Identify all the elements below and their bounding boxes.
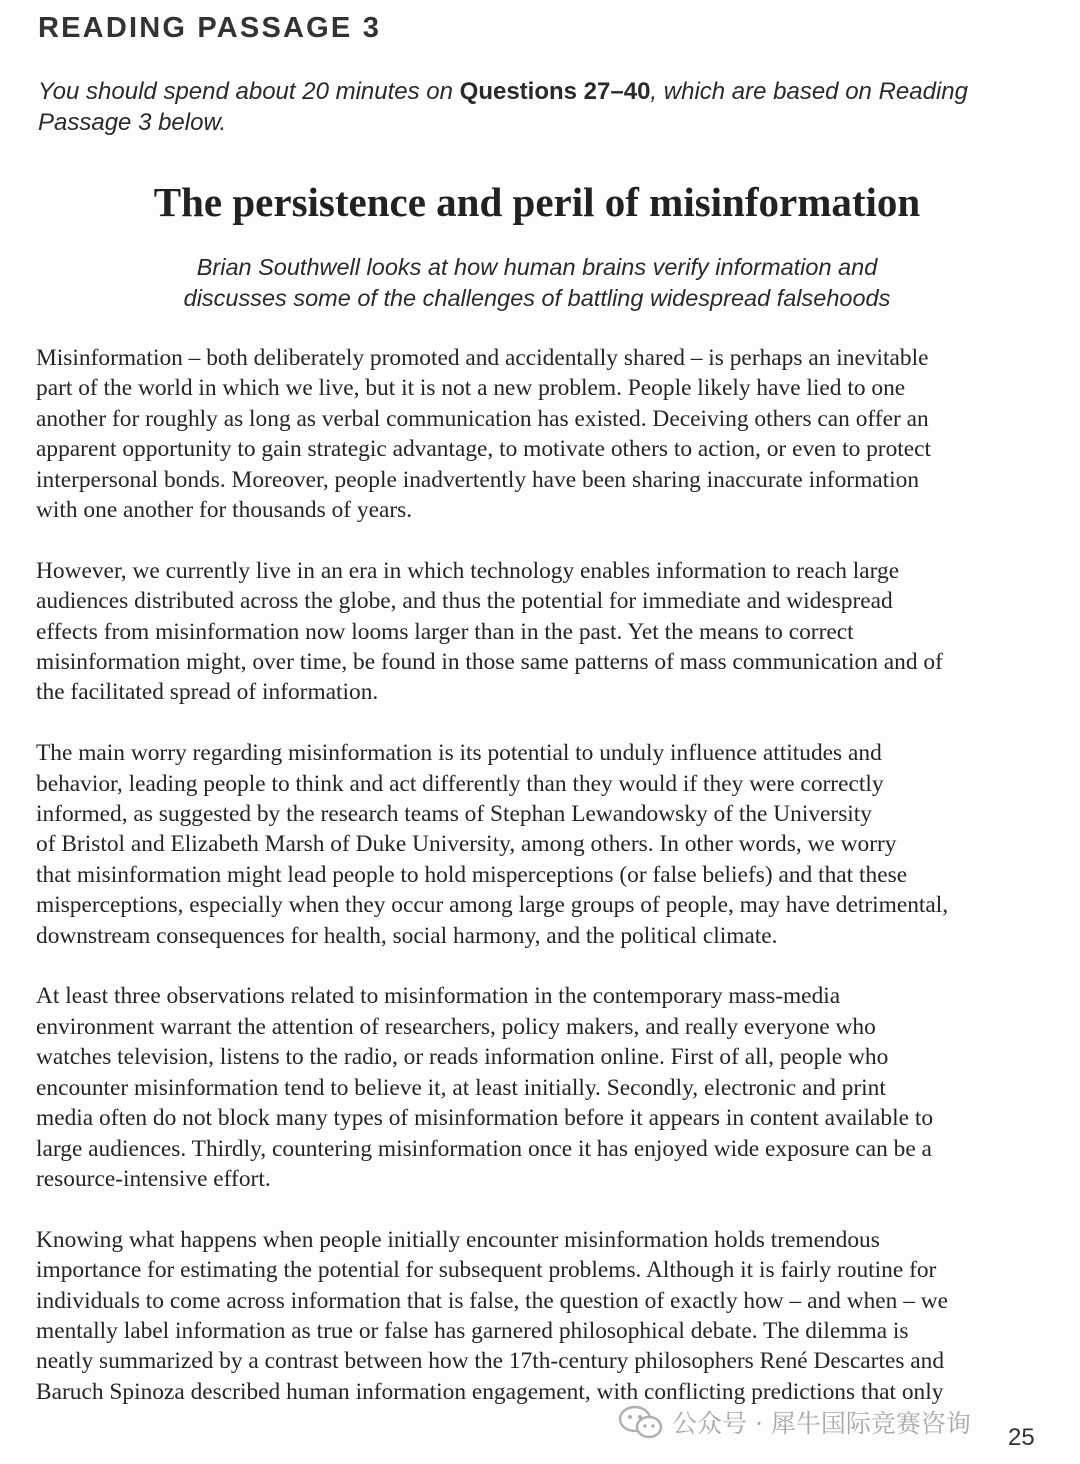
watermark-text: 公众号 · 犀牛国际竞赛咨询 (672, 1409, 971, 1438)
text-line: interpersonal bonds. Moreover, people inadvertently have been sharing inaccurate information (36, 466, 920, 493)
article-body (36, 343, 1046, 1438)
instructions-questions-range: Questions 27–40 (459, 78, 651, 105)
paragraph-1 (36, 343, 1046, 525)
paragraph-5 (36, 1225, 1046, 1407)
instructions-text-after: , which are based on Reading Passage 3 below. (38, 78, 968, 136)
instructions (38, 76, 1038, 138)
paragraph-4 (36, 981, 1046, 1194)
text-line: behavior, leading people to think and act differently than they would if they were correctly (36, 770, 884, 797)
text-line: Knowing what happens when people initially encounter misinformation holds tremendous (36, 1226, 880, 1253)
text-line: another for roughly as long as verbal communication has existed. Deceiving others can offer an (36, 405, 929, 432)
text-line: Misinformation – both deliberately promoted and accidentally shared – is perhaps an inevitable (36, 345, 929, 371)
text-line: the facilitated spread of information. (36, 679, 379, 706)
text-line: environment warrant the attention of researchers, policy makers, and really everyone who (36, 1013, 876, 1040)
text-line: large audiences. Thirdly, countering misinformation once it has enjoyed wide exposure can be a (36, 1135, 932, 1162)
instructions-text-before: You should spend about 20 minutes on (38, 78, 460, 105)
text-line: apparent opportunity to gain strategic advantage, to motivate others to action, or even to protect (36, 436, 932, 463)
page-number: 25 (1008, 1424, 1035, 1451)
subtitle-line: Brian Southwell looks at how human brains verify information and (196, 254, 878, 280)
paragraph-3 (36, 738, 1046, 951)
text-line: importance for estimating the potential for subsequent problems. Although it is fairly routine for (36, 1257, 937, 1284)
text-line: downstream consequences for health, social harmony, and the political climate. (36, 922, 778, 949)
text-line: misinformation might, over time, be found in those same patterns of mass communication and of (36, 649, 943, 676)
text-line: that misinformation might lead people to hold misperceptions (or false beliefs) and that these (36, 861, 908, 888)
text-line: misperceptions, especially when they occur among large groups of people, may have detrimental, (36, 892, 949, 919)
paragraph-2 (36, 556, 1046, 708)
watermark (618, 1404, 971, 1440)
text-line: mentally label information as true or false has garnered philosophical debate. The dilemma is (36, 1317, 909, 1344)
section-label: READING PASSAGE 3 (38, 12, 382, 44)
text-line: Baruch Spinoza described human information engagement, with conflicting predictions that only (36, 1378, 944, 1405)
article-subtitle (0, 252, 1074, 314)
article-title: The persistence and peril of misinformation (153, 179, 921, 225)
text-line: However, we currently live in an era in which technology enables information to reach large (36, 557, 900, 584)
text-line: neatly summarized by a contrast between how the 17th-century philosophers René Descartes and (36, 1348, 945, 1375)
text-line: At least three observations related to misinformation in the contemporary mass-media (36, 983, 841, 1010)
text-line: The main worry regarding misinformation is its potential to unduly influence attitudes and (36, 740, 882, 767)
text-line: effects from misinformation now looms larger than in the past. Yet the means to correct (36, 618, 854, 645)
subtitle-line: discusses some of the challenges of battling widespread falsehoods (183, 285, 891, 311)
text-line: resource-intensive effort. (36, 1165, 271, 1192)
text-line: watches television, listens to the radio, or reads information online. First of all, people who (36, 1044, 889, 1071)
text-line: part of the world in which we live, but it is not a new problem. People likely have lied to one (36, 375, 906, 402)
wechat-icon (618, 1405, 664, 1439)
text-line: with one another for thousands of years. (36, 497, 413, 524)
text-line: informed, as suggested by the research teams of Stephan Lewandowsky of the University (36, 801, 872, 828)
text-line: media often do not block many types of misinformation before it appears in content available to (36, 1105, 934, 1132)
text-line: of Bristol and Elizabeth Marsh of Duke University, among others. In other words, we worry (36, 831, 897, 858)
text-line: encounter misinformation tend to believe it, at least initially. Secondly, electronic and print (36, 1074, 886, 1101)
text-line: audiences distributed across the globe, and thus the potential for immediate and widespread (36, 588, 893, 615)
text-line: individuals to come across information that is false, the question of exactly how – and when – we (36, 1287, 949, 1314)
